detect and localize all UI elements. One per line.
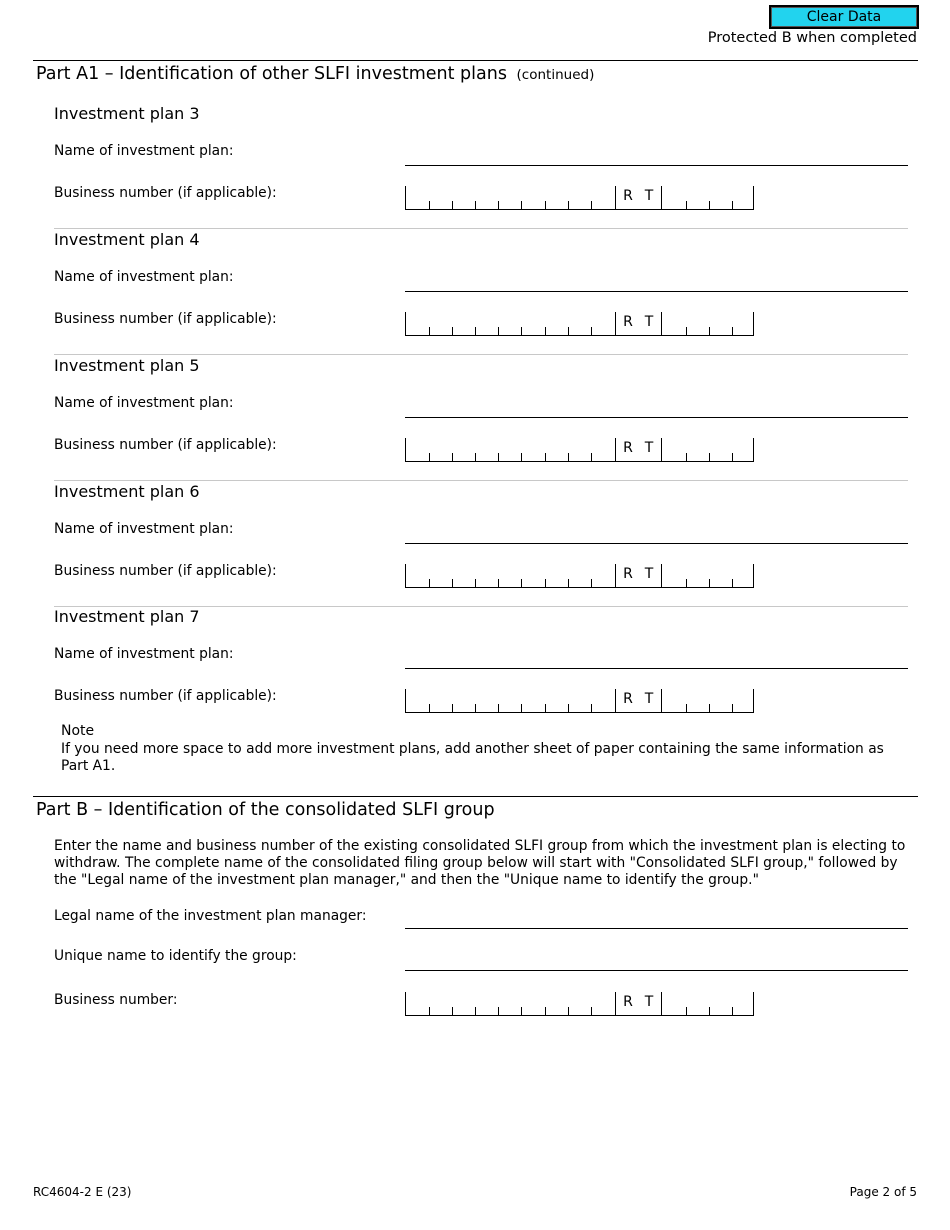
digit-divider bbox=[475, 327, 476, 335]
digit-divider bbox=[475, 579, 476, 587]
plan-bn-label: Business number (if applicable): bbox=[54, 688, 277, 704]
rt-letter-t: T bbox=[644, 314, 654, 330]
rt-letter-r: R bbox=[623, 994, 633, 1010]
investment-plan-heading: Investment plan 4 bbox=[54, 230, 200, 249]
form-id: RC4604-2 E (23) bbox=[33, 1185, 132, 1199]
digit-divider bbox=[498, 704, 499, 712]
rt-divider bbox=[661, 186, 662, 209]
plan-name-field[interactable] bbox=[405, 668, 908, 669]
rt-letter-r: R bbox=[623, 314, 633, 330]
digit-divider bbox=[429, 579, 430, 587]
digit-divider bbox=[452, 1007, 453, 1015]
unique-name-label: Unique name to identify the group: bbox=[54, 948, 297, 964]
digit-divider bbox=[545, 453, 546, 461]
digit-divider bbox=[429, 327, 430, 335]
digit-divider bbox=[732, 453, 733, 461]
digit-divider bbox=[545, 327, 546, 335]
digit-divider bbox=[521, 201, 522, 209]
plan-name-label: Name of investment plan: bbox=[54, 269, 234, 285]
digit-divider bbox=[545, 1007, 546, 1015]
plan-name-field[interactable] bbox=[405, 417, 908, 418]
investment-plan-heading: Investment plan 5 bbox=[54, 356, 200, 375]
rt-divider bbox=[661, 312, 662, 335]
digit-divider bbox=[568, 201, 569, 209]
investment-plan-heading: Investment plan 7 bbox=[54, 607, 200, 626]
plan-separator bbox=[54, 354, 908, 355]
digit-divider bbox=[498, 201, 499, 209]
digit-divider bbox=[686, 453, 687, 461]
digit-divider bbox=[591, 704, 592, 712]
digit-divider bbox=[475, 453, 476, 461]
digit-divider bbox=[452, 704, 453, 712]
digit-divider bbox=[475, 704, 476, 712]
digit-divider bbox=[498, 453, 499, 461]
part-b-instructions: Enter the name and business number of the existing consolidated SLFI group from which the investment plan is electing to withdraw. The complete name of the consolidated filing group below will start with "Consolidated SLFI group," followed by the "Legal name of the investment plan manager," and then the "Unique name to identify the group." bbox=[54, 838, 906, 888]
rt-divider bbox=[615, 438, 616, 461]
plan-business-number-field[interactable] bbox=[405, 186, 754, 210]
digit-divider bbox=[475, 1007, 476, 1015]
digit-divider bbox=[709, 579, 710, 587]
part-a1-title: Part A1 – Identification of other SLFI investment plans (continued) bbox=[36, 64, 595, 84]
rt-divider bbox=[661, 438, 662, 461]
plan-bn-label: Business number (if applicable): bbox=[54, 311, 277, 327]
digit-divider bbox=[686, 327, 687, 335]
rt-divider bbox=[615, 186, 616, 209]
digit-divider bbox=[498, 327, 499, 335]
legal-name-field[interactable] bbox=[405, 928, 908, 929]
part-a1-divider bbox=[33, 60, 918, 61]
rt-letter-r: R bbox=[623, 440, 633, 456]
rt-divider bbox=[661, 564, 662, 587]
rt-letter-r: R bbox=[623, 691, 633, 707]
digit-divider bbox=[686, 1007, 687, 1015]
plan-bn-label: Business number (if applicable): bbox=[54, 437, 277, 453]
digit-divider bbox=[521, 1007, 522, 1015]
digit-divider bbox=[498, 1007, 499, 1015]
digit-divider bbox=[452, 327, 453, 335]
digit-divider bbox=[732, 327, 733, 335]
digit-divider bbox=[591, 453, 592, 461]
part-b-bn-label: Business number: bbox=[54, 992, 178, 1008]
digit-divider bbox=[568, 579, 569, 587]
rt-divider bbox=[615, 312, 616, 335]
plan-name-label: Name of investment plan: bbox=[54, 646, 234, 662]
rt-divider bbox=[661, 992, 662, 1015]
digit-divider bbox=[475, 201, 476, 209]
plan-business-number-field[interactable] bbox=[405, 564, 754, 588]
part-b-title: Part B – Identification of the consolidated SLFI group bbox=[36, 800, 495, 820]
rt-letter-r: R bbox=[623, 188, 633, 204]
digit-divider bbox=[686, 201, 687, 209]
digit-divider bbox=[429, 704, 430, 712]
plan-name-field[interactable] bbox=[405, 543, 908, 544]
plan-separator bbox=[54, 228, 908, 229]
plan-name-label: Name of investment plan: bbox=[54, 143, 234, 159]
digit-divider bbox=[521, 579, 522, 587]
digit-divider bbox=[732, 201, 733, 209]
rt-divider bbox=[615, 564, 616, 587]
investment-plan-heading: Investment plan 3 bbox=[54, 104, 200, 123]
digit-divider bbox=[545, 579, 546, 587]
rt-letter-t: T bbox=[644, 566, 654, 582]
digit-divider bbox=[568, 453, 569, 461]
digit-divider bbox=[591, 201, 592, 209]
plan-business-number-field[interactable] bbox=[405, 689, 754, 713]
rt-letter-t: T bbox=[644, 188, 654, 204]
digit-divider bbox=[568, 704, 569, 712]
digit-divider bbox=[545, 201, 546, 209]
digit-divider bbox=[732, 704, 733, 712]
rt-divider bbox=[615, 992, 616, 1015]
part-b-business-number-field[interactable] bbox=[405, 992, 754, 1016]
digit-divider bbox=[709, 1007, 710, 1015]
digit-divider bbox=[732, 1007, 733, 1015]
digit-divider bbox=[429, 453, 430, 461]
rt-letter-r: R bbox=[623, 566, 633, 582]
digit-divider bbox=[709, 327, 710, 335]
page-number: Page 2 of 5 bbox=[849, 1185, 917, 1199]
continued-label: (continued) bbox=[516, 67, 595, 83]
rt-divider bbox=[615, 689, 616, 712]
digit-divider bbox=[709, 704, 710, 712]
digit-divider bbox=[429, 1007, 430, 1015]
digit-divider bbox=[591, 327, 592, 335]
digit-divider bbox=[568, 1007, 569, 1015]
rt-divider bbox=[661, 689, 662, 712]
unique-name-field[interactable] bbox=[405, 970, 908, 971]
rt-letter-t: T bbox=[644, 440, 654, 456]
rt-letter-t: T bbox=[644, 994, 654, 1010]
plan-bn-label: Business number (if applicable): bbox=[54, 185, 277, 201]
clear-data-button[interactable]: Clear Data bbox=[769, 5, 919, 29]
investment-plan-heading: Investment plan 6 bbox=[54, 482, 200, 501]
note-title: Note bbox=[61, 723, 95, 739]
plan-business-number-field[interactable] bbox=[405, 438, 754, 462]
digit-divider bbox=[591, 1007, 592, 1015]
plan-bn-label: Business number (if applicable): bbox=[54, 563, 277, 579]
digit-divider bbox=[452, 201, 453, 209]
digit-divider bbox=[732, 579, 733, 587]
rt-letter-t: T bbox=[644, 691, 654, 707]
digit-divider bbox=[545, 704, 546, 712]
digit-divider bbox=[452, 453, 453, 461]
plan-name-label: Name of investment plan: bbox=[54, 395, 234, 411]
digit-divider bbox=[709, 201, 710, 209]
plan-name-label: Name of investment plan: bbox=[54, 521, 234, 537]
digit-divider bbox=[452, 579, 453, 587]
digit-divider bbox=[591, 579, 592, 587]
note-body: If you need more space to add more investment plans, add another sheet of paper containing the same information as Part A1. bbox=[61, 741, 884, 774]
digit-divider bbox=[521, 327, 522, 335]
digit-divider bbox=[686, 579, 687, 587]
plan-name-field[interactable] bbox=[405, 291, 908, 292]
plan-business-number-field[interactable] bbox=[405, 312, 754, 336]
part-b-divider bbox=[33, 796, 918, 797]
digit-divider bbox=[521, 453, 522, 461]
plan-name-field[interactable] bbox=[405, 165, 908, 166]
digit-divider bbox=[521, 704, 522, 712]
digit-divider bbox=[709, 453, 710, 461]
protected-b-label: Protected B when completed bbox=[707, 30, 917, 46]
plan-separator bbox=[54, 480, 908, 481]
digit-divider bbox=[686, 704, 687, 712]
digit-divider bbox=[429, 201, 430, 209]
digit-divider bbox=[568, 327, 569, 335]
legal-name-label: Legal name of the investment plan manager: bbox=[54, 908, 367, 924]
digit-divider bbox=[498, 579, 499, 587]
